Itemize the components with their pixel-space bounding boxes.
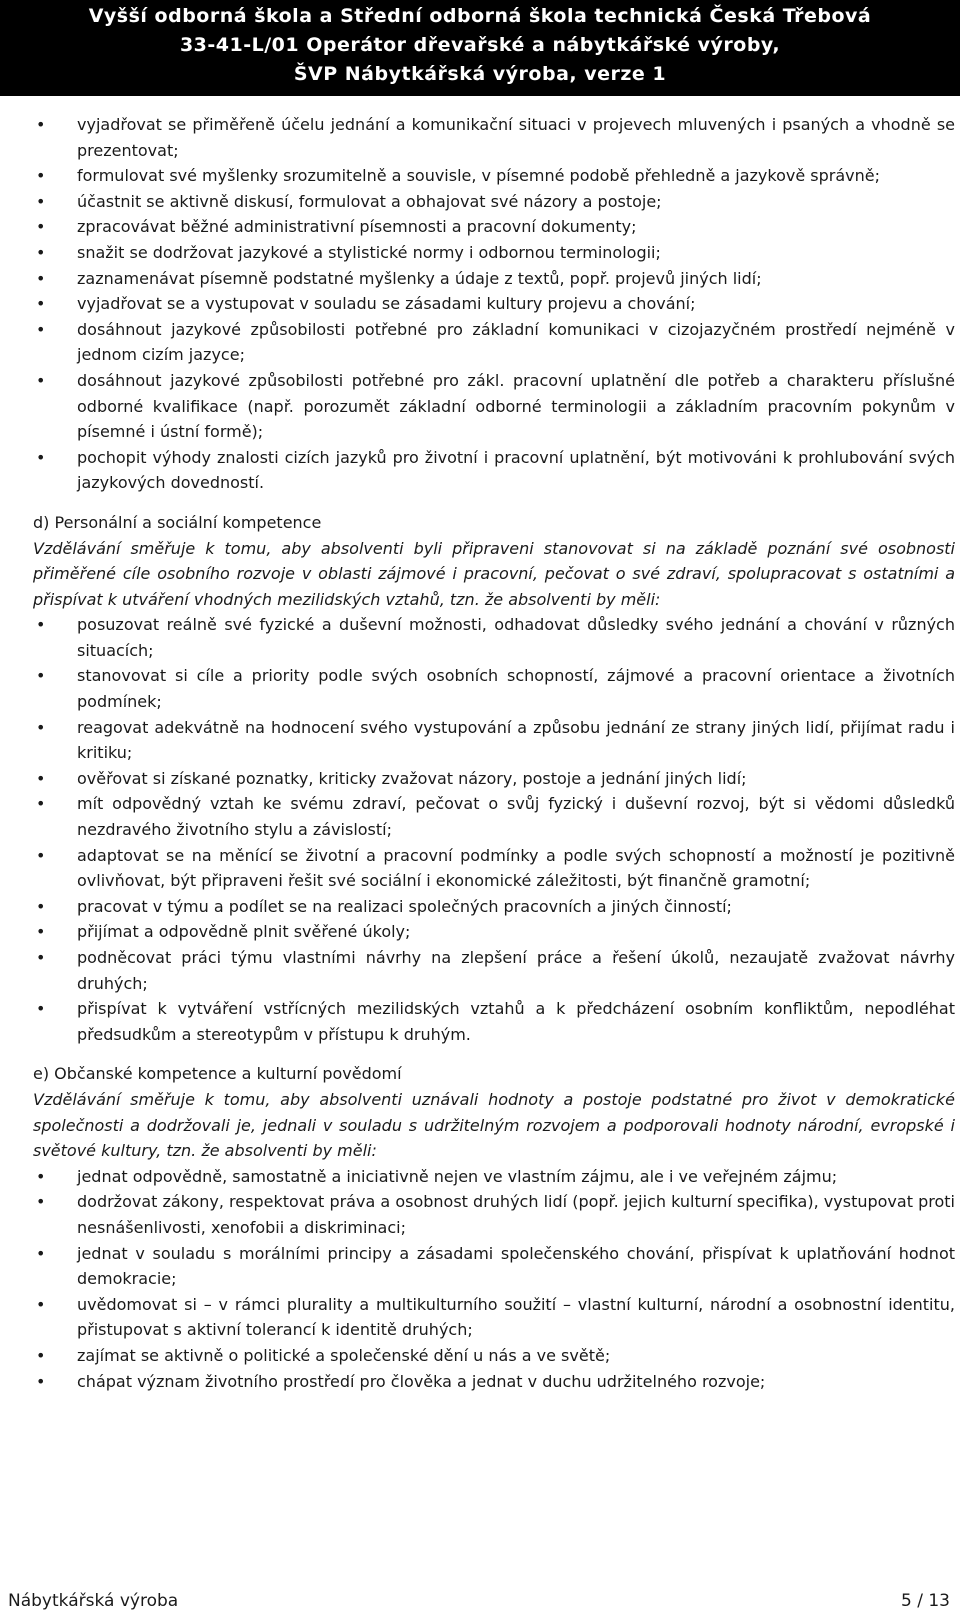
civic-cultural-list: [33, 1164, 955, 1394]
list-item: • chápat význam životního prostředí pro člověka a jednat v duchu udržitelného rozvoje;: [33, 1369, 955, 1395]
list-item: • pochopit výhody znalosti cizích jazyků pro životní i pracovní uplatnění, být motivováni k prohlubování svých jazykových dovedností.: [33, 445, 955, 496]
list-item: • snažit se dodržovat jazykové a stylistické normy i odbornou terminologii;: [33, 240, 955, 266]
list-item: • dodržovat zákony, respektovat práva a osobnost druhých lidí (popř. jejich kulturní specifika), vystupovat proti nesnášenlivosti, xenofobii a diskriminaci;: [33, 1189, 955, 1240]
list-item: • pracovat v týmu a podílet se na realizaci společných pracovních a jiných činností;: [33, 894, 955, 920]
list-item: • ověřovat si získané poznatky, kriticky zvažovat názory, postoje a jednání jiných lidí;: [33, 766, 955, 792]
list-item: • vyjadřovat se a vystupovat v souladu se zásadami kultury projevu a chování;: [33, 291, 955, 317]
document-header: [0, 0, 960, 96]
section-civic-cultural: [33, 1061, 955, 1394]
list-item: • podněcovat práci týmu vlastními návrhy na zlepšení práce a řešení úkolů, nezaujatě zvažovat návrhy druhých;: [33, 945, 955, 996]
footer-document-title: Nábytkářská výroba: [8, 1591, 179, 1611]
list-item: • adaptovat se na měnící se životní a pracovní podmínky a podle svých schopností a možností je pozitivně ovlivňovat, být připraveni řešit své sociální i ekonomické záležitosti, být finančně gramotní;: [33, 843, 955, 894]
list-item: • účastnit se aktivně diskusí, formulovat a obhajovat své názory a postoje;: [33, 189, 955, 215]
list-item: • jednat odpovědně, samostatně a iniciativně nejen ve vlastním zájmu, ale i ve veřejném zájmu;: [33, 1164, 955, 1190]
list-item: • zajímat se aktivně o politické a společenské dění u nás a ve světě;: [33, 1343, 955, 1369]
section-intro: Vzdělávání směřuje k tomu, aby absolventi uznávali hodnoty a postoje podstatné pro život v demokratické společnosti a dodržovali je, jednali v souladu s udržitelným rozvojem a podporovali hodnoty národní, evropské i světové kultury, tzn. že absolventi by měli:: [33, 1089, 955, 1161]
list-item: • formulovat své myšlenky srozumitelně a souvisle, v písemné podobě přehledně a jazykově správně;: [33, 163, 955, 189]
list-item: • posuzovat reálně své fyzické a duševní možnosti, odhadovat důsledky svého jednání a chování v různých situacích;: [33, 612, 955, 663]
header-svp-version: ŠVP Nábytkářská výroba, verze 1: [293, 63, 667, 85]
page-number: 5 / 13: [901, 1591, 950, 1611]
list-item: • zaznamenávat písemně podstatné myšlenky a údaje z textů, popř. projevů jiných lidí;: [33, 266, 955, 292]
section-heading: d) Personální a sociální kompetence: [33, 512, 322, 532]
list-item: • vyjadřovat se přiměřeně účelu jednání a komunikační situaci v projevech mluvených i psaných a vhodně se prezentovat;: [33, 112, 955, 163]
list-item: • jednat v souladu s morálními principy a zásadami společenského chování, přispívat k uplatňování hodnot demokracie;: [33, 1241, 955, 1292]
page-footer: [8, 1588, 952, 1614]
page-content: [33, 112, 955, 1394]
list-item: • dosáhnout jazykové způsobilosti potřebné pro zákl. pracovní uplatnění dle potřeb a charakteru příslušné odborné kvalifikace (např. porozumět základní odborné terminologii a základním pracovním pokynům v písemné i ústní formě);: [33, 368, 955, 445]
list-item: • přijímat a odpovědně plnit svěřené úkoly;: [33, 919, 955, 945]
header-field-code: 33-41-L/01 Operátor dřevařské a nábytkářské výroby,: [179, 34, 781, 56]
section-intro: Vzdělávání směřuje k tomu, aby absolventi byli připraveni stanovovat si na základě poznání své osobnosti přiměřené cíle osobního rozvoje v oblasti zájmové i pracovní, pečovat o své zdraví, spolupracovat s ostatními a přispívat k utváření vhodných mezilidských vztahů, tzn. že absolventi by měli:: [33, 538, 955, 609]
header-school-name: Vyšší odborná škola a Střední odborná škola technická Česká Třebová: [88, 5, 872, 27]
communication-competences-list: [33, 112, 955, 496]
list-item: • stanovovat si cíle a priority podle svých osobních schopností, zájmové a pracovní orientace a životních podmínek;: [33, 663, 955, 714]
personal-social-list: [33, 612, 955, 1047]
list-item: • mít odpovědný vztah ke svému zdraví, pečovat o svůj fyzický i duševní rozvoj, být si vědomi důsledků nezdravého životního stylu a závislostí;: [33, 791, 955, 842]
list-item: • uvědomovat si – v rámci plurality a multikulturního soužití – vlastní kulturní, národní a osobnostní identitu, přistupovat s aktivní tolerancí k identitě druhých;: [33, 1292, 955, 1343]
list-item: • dosáhnout jazykové způsobilosti potřebné pro základní komunikaci v cizojazyčném prostředí nejméně v jednom cizím jazyce;: [33, 317, 955, 368]
section-heading: e) Občanské kompetence a kulturní povědomí: [33, 1064, 402, 1084]
list-item: • přispívat k vytváření vstřícných mezilidských vztahů a k předcházení osobním konfliktům, nepodléhat předsudkům a stereotypům v přístupu k druhým.: [33, 996, 955, 1047]
section-personal-social: [33, 510, 955, 1047]
list-item: • zpracovávat běžné administrativní písemnosti a pracovní dokumenty;: [33, 214, 955, 240]
list-item: • reagovat adekvátně na hodnocení svého vystupování a způsobu jednání ze strany jiných lidí, přijímat radu i kritiku;: [33, 715, 955, 766]
